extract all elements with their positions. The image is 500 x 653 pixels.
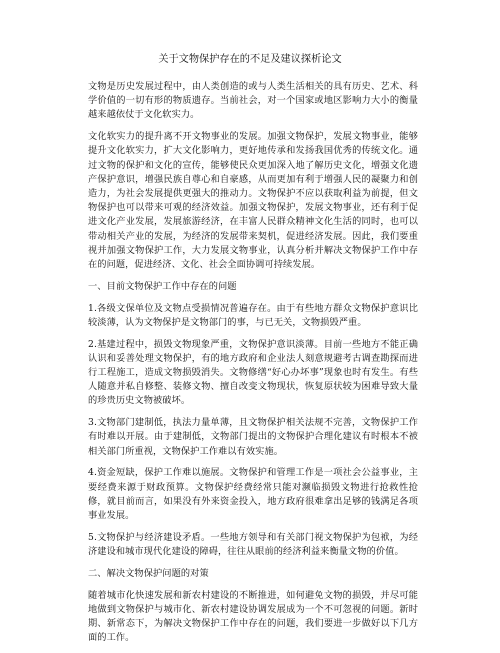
paragraph-problem-1: 1.各级文保单位及文物点受损情况普遍存在。由于有些地方群众文物保护意识比较淡薄，认为文物保护是文物部门的事，与已无关，文物损毁严重。 [88,302,418,328]
paragraph-problem-5: 5.文物保护与经济建设矛盾。一些地方领导和有关部门视文物保护为包袱，为经济建设和城市现代化建设的障碍，往往从眼前的经济利益来衡量文物的价值。 [88,531,418,558]
paragraph-problem-3: 3.文物部门建制低，执法力量单薄，且文物保护相关法规不完善，文物保护工作有时难以开展。由于建制低，文物部门提出的文物保护合理化建议有时根本不被相关部门所重视，文物保护工作难以有效实施。 [88,417,418,457]
section-heading-solutions: 二、解决文物保护问题的对策 [88,567,209,579]
paragraph-intro: 文物是历史发展过程中，由人类创造的或与人类生活相关的具有历史、艺术、科学价值的一切有形的物质遗存。当前社会，对一个国家或地区影响力大小的衡量越来越依仗于文化软实力。 [88,81,418,121]
paragraph-solutions-intro: 随着城市化快速发展和新农村建设的不断推进，如何避免文物的损毁，并尽可能地做到文物保护与城市化、新农村建设协调发展成为一个不可忽视的问题。新时期、新常态下，为解决文物保护工作中存在的问题，我们要进一步做好以下几方面的工作。 [88,589,418,644]
paragraph-soft-power: 文化软实力的提升离不开文物事业的发展。加强文物保护，发展文物事业，能够提升文化软实力，扩大文化影响力，更好地传承和发扬我国优秀的传统文化。通过文物的保护和文化的宣传，能够使民众更加深入地了解历史文化，增强文化遗产保护意识，增强民族自尊心和自豪感，从而更加有利于增强人民的凝聚力和创造力，为社会发展提供更强大的推动力。文物保护不应以获取利益为前提，但文物保护也可以带来可观的经济效益。加强文物保护，发展文物事业，还有利于促进文化产业发展，发展旅游经济，在丰富人民群众精神文化生活的同时，也可以带动相关产业的发展，为经济的发展带来契机，促进经济发展。因此，我们要重视并加强文物保护工作，大力发展文物事业，认真分析并解决文物保护工作中存在的问题，促进经济、文化、社会全面协调可持续发展。 [88,131,418,271]
section-heading-problems: 一、目前文物保护工作中存在的问题 [88,280,237,292]
document-title: 关于文物保护存在的不足及建议探析论文 [158,54,342,65]
paragraph-problem-2: 2.基建过程中，损毁文物现象严重，文物保护意识淡薄。目前一些地方不能正确认识和妥善处理文物保护，有的地方政府和企业法人刻意规避考古调查勘探而进行工程施工，造成文物损毁消失。文物修缮“好心办坏事”现象也时有发生。有些人随意并私自修整、装修文物、擅自改变文物现状，恢复原状较为困难导致大量的珍贵历史文物被破坏。 [88,338,418,407]
document-body [88,80,418,653]
paragraph-problem-4: 4.资金短缺，保护工作难以施展。文物保护和管理工作是一项社会公益事业，主要经费来源于财政预算。文物保护经费经常只能对濒临损毁文物进行抢救性抢修，就目前而言，如果没有外来资金投入，地方政府很难拿出足够的钱满足各项事业发展。 [88,467,418,522]
